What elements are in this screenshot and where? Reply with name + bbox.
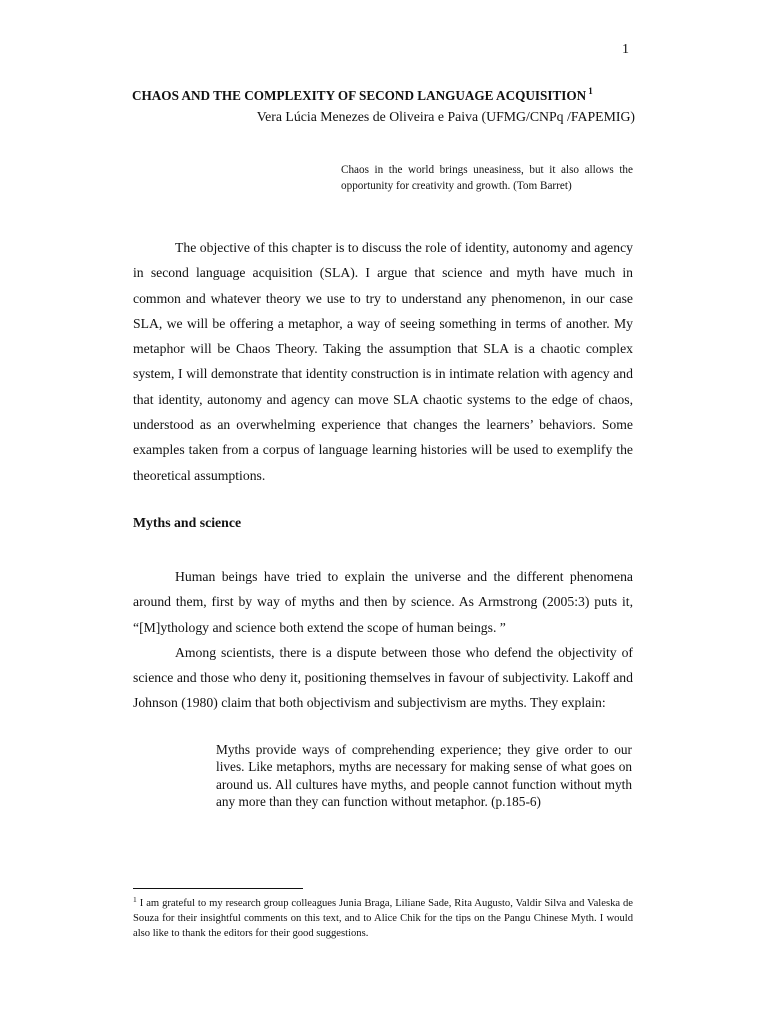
body-paragraph: Human beings have tried to explain the universe and the different phenomena around them, first by way of myths and then by science. As Armstrong (2005:3) puts it, “[M]ythology and science both extend the scope of human beings. ”	[133, 569, 633, 635]
myths-section	[133, 564, 633, 716]
paper-title-text: CHAOS AND THE COMPLEXITY OF SECOND LANGUAGE ACQUISITION	[132, 88, 587, 103]
author-line: Vera Lúcia Menezes de Oliveira e Paiva (UFMG/CNPq /FAPEMIG)	[256, 109, 635, 124]
footnote-marker: 1	[133, 895, 137, 904]
title-footnote-marker: 1	[588, 86, 593, 96]
intro-paragraph: The objective of this chapter is to discuss the role of identity, autonomy and agency in second language acquisition (SLA). I argue that science and myth have much in common and whatever theory we use to try to understand any phenomenon, in our case SLA, we will be offering a metaphor, a way of seeing something in terms of another. My metaphor will be Chaos Theory. Taking the assumption that SLA is a chaotic complex system, I will demonstrate that identity construction is in intimate relation with agency and that identity, autonomy and agency can move SLA chaotic systems to the edge of chaos, understood as an overwhelming experience that changes the learners’ behaviors. Some examples taken from a corpus of language learning histories will be used to exemplify the theoretical assumptions.	[133, 240, 633, 483]
paper-title	[132, 86, 652, 104]
footnote-text: I am grateful to my research group colleagues Junia Braga, Liliane Sade, Rita Augusto, Valdir Silva and Valeska de Souza for their insightful comments on this text, and to Alice Chik for the tips on the Pangu Chinese Myth. I would also like to thank the editors for their good suggestions.	[133, 898, 633, 940]
body-paragraph: Among scientists, there is a dispute between those who defend the objectivity of science and those who deny it, positioning themselves in favour of subjectivity. Lakoff and Johnson (1980) claim that both objectivism and subjectivism are myths. They explain:	[133, 644, 633, 711]
footnote	[133, 892, 633, 942]
epigraph: Chaos in the world brings uneasiness, but it also allows the opportunity for creativity and growth. (Tom Barret)	[341, 164, 633, 192]
page-number: 1	[622, 42, 629, 57]
section-heading: Myths and science	[133, 515, 242, 530]
footnote-divider	[133, 888, 303, 889]
intro-section	[133, 235, 633, 488]
block-quote: Myths provide ways of comprehending experience; they give order to our lives. Like metaphors, myths are necessary for making sense of what goes on around us. All cultures have myths, and people cannot function without myth any more than they can function without metaphor. (p.185-6)	[216, 742, 632, 809]
